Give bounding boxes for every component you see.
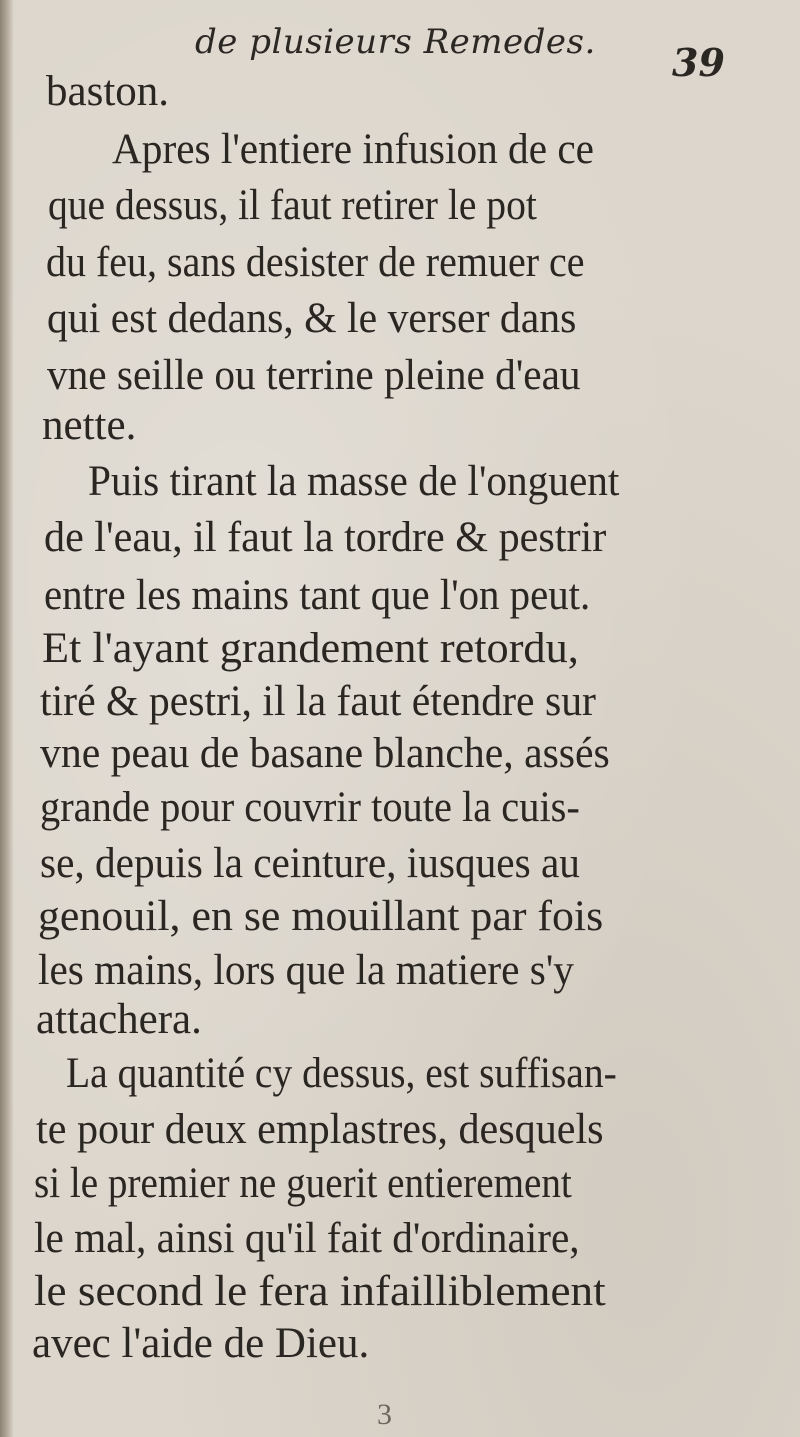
text-line: vne seille ou terrine pleine d'eau: [47, 352, 581, 399]
text-line: les mains, lors que la matiere s'y: [38, 947, 574, 994]
text-line: tiré & pestri, il la faut étendre sur: [40, 678, 596, 725]
text-line: grande pour couvrir toute la cuis-: [40, 784, 580, 831]
text-line: Apres l'entiere infusion de ce: [112, 126, 594, 173]
text-line: le mal, ainsi qu'il fait d'ordinaire,: [34, 1215, 580, 1262]
text-line: Puis tirant la masse de l'onguent: [88, 458, 620, 505]
text-line: entre les mains tant que l'on peut.: [44, 572, 591, 619]
text-line: baston.: [46, 68, 170, 115]
text-line: se, depuis la ceinture, iusques au: [40, 840, 580, 887]
text-line: Et l'ayant grandement retordu,: [42, 625, 579, 672]
text-line: attachera.: [36, 996, 202, 1043]
text-line: genouil, en se mouillant par fois: [38, 893, 604, 940]
text-line: si le premier ne guerit entierement: [34, 1160, 572, 1207]
text-line: te pour deux emplastres, desquels: [36, 1106, 604, 1153]
binding-shadow: [0, 0, 14, 1437]
page-number: 39: [672, 40, 725, 85]
text-line: qui est dedans, & le verser dans: [47, 295, 577, 342]
text-line: nette.: [42, 402, 137, 449]
text-line: de l'eau, il faut la tordre & pestrir: [44, 514, 607, 561]
text-line: avec l'aide de Dieu.: [32, 1320, 370, 1367]
text-line: que dessus, il faut retirer le pot: [48, 182, 537, 229]
text-line: La quantité cy dessus, est suffisan-: [66, 1050, 617, 1097]
text-line: du feu, sans desister de remuer ce: [46, 239, 585, 286]
text-line: vne peau de basane blanche, assés: [40, 730, 610, 777]
text-line: le second le fera infailliblement: [34, 1268, 606, 1315]
signature-mark: 3: [377, 1398, 392, 1431]
running-head: de plusieurs Remedes.: [195, 22, 596, 62]
